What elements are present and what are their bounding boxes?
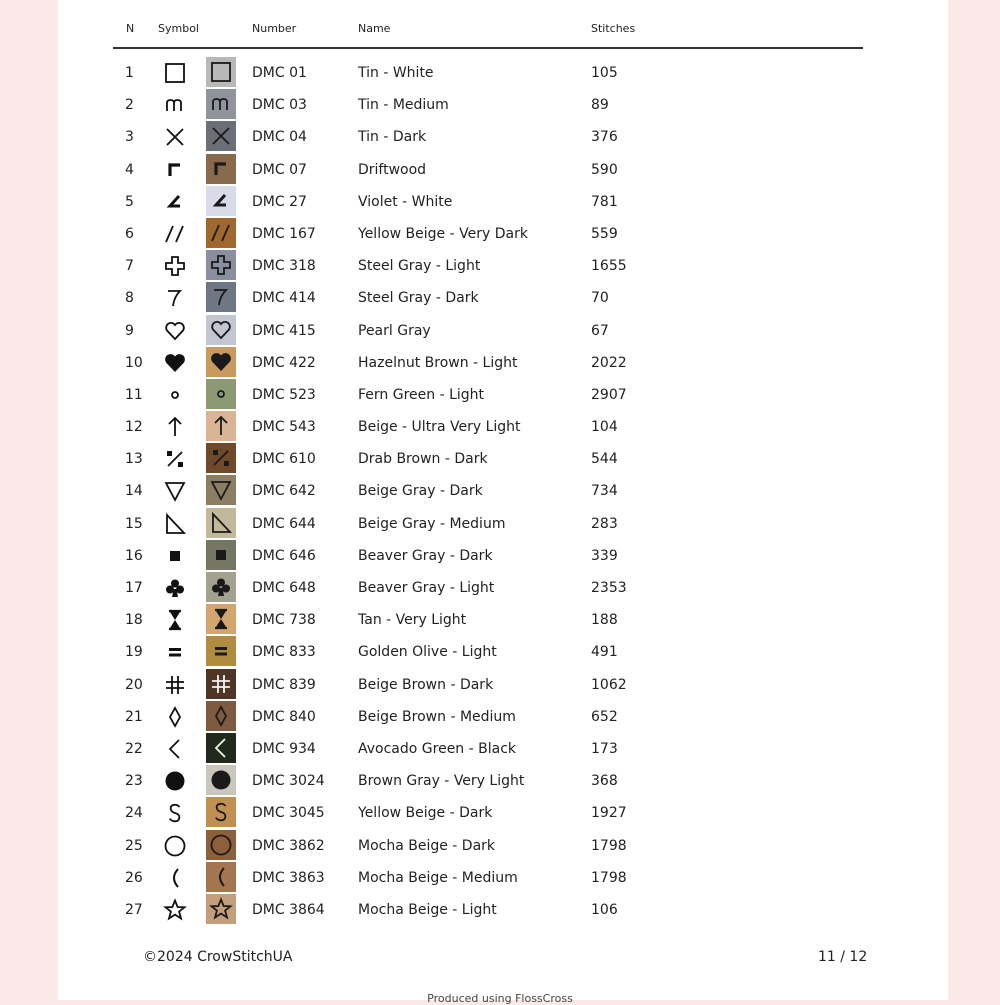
stitch-count: 491 — [591, 644, 618, 661]
stitch-count: 104 — [591, 419, 618, 436]
table-row — [113, 443, 863, 475]
triangle-down-icon — [163, 479, 187, 503]
floss-name: Tin - White — [358, 65, 434, 81]
floss-number: DMC 738 — [252, 612, 316, 629]
floss-number: DMC 3864 — [252, 901, 325, 918]
right-triangle-icon — [163, 512, 187, 536]
chevron-left-icon — [209, 736, 233, 760]
equals-icon — [209, 639, 233, 663]
color-swatch — [206, 765, 236, 795]
row-number: 2 — [125, 97, 134, 114]
header-stitches: Stitches — [591, 22, 636, 35]
filled-circle-icon — [163, 769, 187, 793]
small-circle-icon — [209, 382, 233, 406]
row-number: 15 — [125, 515, 143, 532]
table-row — [113, 218, 863, 250]
floss-number: DMC 167 — [252, 225, 316, 242]
color-swatch — [206, 830, 236, 860]
diamond-outline-icon — [163, 705, 187, 729]
stitch-count: 173 — [591, 740, 618, 757]
floss-name: Avocado Green - Black — [358, 740, 517, 757]
page-number: 11 / 12 — [818, 949, 868, 965]
row-number: 24 — [125, 805, 143, 822]
table-row — [113, 636, 863, 668]
diamond-outline-icon — [209, 704, 233, 728]
stitch-count: 339 — [591, 547, 618, 564]
crescent-icon — [163, 866, 187, 890]
stitch-count: 106 — [591, 901, 618, 918]
row-number: 23 — [125, 773, 143, 790]
color-swatch — [206, 89, 236, 119]
corner-mark-icon — [209, 157, 233, 181]
stitch-count: 781 — [591, 193, 618, 210]
floss-name: Beige Gray - Medium — [358, 515, 506, 532]
row-number: 1 — [125, 65, 134, 81]
table-row — [113, 572, 863, 604]
stitch-count: 2353 — [591, 580, 627, 596]
stitch-count: 283 — [591, 515, 618, 532]
floss-number: DMC 27 — [252, 193, 307, 210]
floss-number: DMC 414 — [252, 290, 316, 307]
cross-outline-icon — [209, 253, 233, 277]
table-row — [113, 57, 863, 89]
floss-name: Mocha Beige - Medium — [358, 869, 518, 886]
floss-name: Mocha Beige - Light — [358, 901, 497, 918]
square-outline-icon — [163, 61, 187, 85]
floss-number: DMC 840 — [252, 708, 316, 725]
chevron-left-icon — [163, 737, 187, 761]
floss-name: Beige Brown - Medium — [358, 708, 516, 725]
table-row — [113, 121, 863, 153]
x-cross-icon — [209, 124, 233, 148]
floss-number: DMC 833 — [252, 644, 316, 661]
small-circle-icon — [163, 383, 187, 407]
row-number: 26 — [125, 869, 143, 886]
stitch-count: 652 — [591, 708, 618, 725]
floss-number: DMC 3045 — [252, 805, 325, 822]
color-swatch — [206, 121, 236, 151]
document-page — [58, 0, 948, 1000]
row-number: 19 — [125, 644, 143, 661]
table-row — [113, 765, 863, 797]
color-swatch — [206, 733, 236, 763]
copyright: ©2024 CrowStitchUA — [143, 949, 293, 965]
stitch-count: 559 — [591, 225, 618, 242]
floss-name: Tin - Medium — [358, 97, 449, 114]
table-row — [113, 540, 863, 572]
arrow-up-icon — [209, 414, 233, 438]
table-row — [113, 604, 863, 636]
table-row — [113, 89, 863, 121]
table-row — [113, 894, 863, 926]
row-number: 12 — [125, 419, 143, 436]
row-number: 13 — [125, 451, 143, 468]
row-number: 27 — [125, 901, 143, 918]
double-slash-icon — [209, 221, 233, 245]
table-row — [113, 862, 863, 894]
table-header — [113, 0, 863, 49]
floss-name: Mocha Beige - Dark — [358, 837, 496, 854]
floss-number: DMC 610 — [252, 451, 316, 468]
row-number: 7 — [125, 258, 134, 275]
header-name: Name — [358, 22, 391, 35]
color-swatch — [206, 379, 236, 409]
floss-name: Yellow Beige - Very Dark — [358, 225, 528, 242]
floss-name: Violet - White — [358, 193, 453, 210]
floss-name: Brown Gray - Very Light — [358, 773, 525, 790]
table-row — [113, 701, 863, 733]
stitch-count: 2022 — [591, 354, 627, 371]
stitch-count: 70 — [591, 290, 609, 307]
table-row — [113, 797, 863, 829]
corner-mark-icon — [163, 158, 187, 182]
table-row — [113, 733, 863, 765]
stitch-count: 368 — [591, 773, 618, 790]
row-number: 5 — [125, 193, 134, 210]
floss-number: DMC 934 — [252, 740, 316, 757]
seven-glyph-icon — [209, 285, 233, 309]
circle-outline-icon — [163, 834, 187, 858]
table-row — [113, 315, 863, 347]
double-slash-icon — [163, 222, 187, 246]
table-row — [113, 411, 863, 443]
color-swatch — [206, 282, 236, 312]
table-row — [113, 669, 863, 701]
header-number: Number — [252, 22, 297, 35]
square-outline-icon — [209, 60, 233, 84]
m-glyph-icon — [209, 92, 233, 116]
heart-filled-icon — [163, 351, 187, 375]
color-swatch — [206, 862, 236, 892]
floss-number: DMC 543 — [252, 419, 316, 436]
m-glyph-icon — [163, 93, 187, 117]
floss-name: Pearl Gray — [358, 322, 431, 339]
floss-number: DMC 3863 — [252, 869, 325, 886]
floss-number: DMC 642 — [252, 483, 316, 500]
color-swatch — [206, 347, 236, 377]
floss-name: Beaver Gray - Light — [358, 580, 495, 596]
stitch-count: 188 — [591, 612, 618, 629]
stitch-count: 1062 — [591, 676, 627, 693]
color-swatch — [206, 540, 236, 570]
star-outline-icon — [209, 897, 233, 921]
angle-mark-icon — [163, 190, 187, 214]
floss-name: Steel Gray - Dark — [358, 290, 479, 307]
floss-name: Golden Olive - Light — [358, 644, 497, 661]
hash-icon — [163, 673, 187, 697]
floss-number: DMC 03 — [252, 97, 307, 114]
percent-icon — [209, 446, 233, 470]
floss-number: DMC 3024 — [252, 773, 325, 790]
floss-name: Beige - Ultra Very Light — [358, 419, 521, 436]
color-swatch — [206, 636, 236, 666]
hash-icon — [209, 672, 233, 696]
color-swatch — [206, 669, 236, 699]
floss-name: Driftwood — [358, 161, 427, 178]
color-swatch — [206, 218, 236, 248]
row-number: 3 — [125, 129, 134, 146]
triangle-down-icon — [209, 478, 233, 502]
color-swatch — [206, 443, 236, 473]
floss-name: Tin - Dark — [358, 129, 427, 146]
floss-name: Fern Green - Light — [358, 386, 485, 403]
floss-number: DMC 04 — [252, 129, 307, 146]
filled-circle-icon — [209, 768, 233, 792]
table-row — [113, 186, 863, 218]
row-number: 8 — [125, 290, 134, 307]
color-swatch — [206, 250, 236, 280]
floss-name: Beige Brown - Dark — [358, 676, 494, 693]
table-row — [113, 475, 863, 507]
floss-number: DMC 07 — [252, 161, 307, 178]
equals-icon — [163, 640, 187, 664]
row-number: 22 — [125, 740, 143, 757]
floss-number: DMC 318 — [252, 258, 316, 275]
color-swatch — [206, 57, 236, 87]
table-row — [113, 347, 863, 379]
heart-outline-icon — [209, 318, 233, 342]
floss-number: DMC 839 — [252, 676, 316, 693]
s-glyph-icon — [209, 800, 233, 824]
star-outline-icon — [163, 898, 187, 922]
floss-number: DMC 523 — [252, 386, 316, 403]
right-triangle-icon — [209, 511, 233, 535]
floss-name: Steel Gray - Light — [358, 258, 481, 275]
row-number: 6 — [125, 225, 134, 242]
floss-name: Beaver Gray - Dark — [358, 547, 493, 564]
table-row — [113, 250, 863, 282]
row-number: 9 — [125, 322, 134, 339]
stitch-count: 590 — [591, 161, 618, 178]
table-row — [113, 379, 863, 411]
floss-number: DMC 644 — [252, 515, 316, 532]
color-swatch — [206, 475, 236, 505]
produced-note: Produced using FlossCross — [427, 992, 573, 1005]
floss-number: DMC 422 — [252, 354, 316, 371]
color-swatch — [206, 572, 236, 602]
row-number: 17 — [125, 580, 143, 596]
small-square-icon — [163, 544, 187, 568]
row-number: 10 — [125, 354, 143, 371]
floss-number: DMC 648 — [252, 580, 316, 596]
color-swatch — [206, 154, 236, 184]
row-number: 14 — [125, 483, 143, 500]
row-number: 21 — [125, 708, 143, 725]
header-n: N — [126, 22, 135, 35]
hourglass-icon — [163, 608, 187, 632]
small-square-icon — [209, 543, 233, 567]
floss-name: Tan - Very Light — [358, 612, 467, 629]
color-swatch — [206, 701, 236, 731]
circle-outline-icon — [209, 833, 233, 857]
club-icon — [163, 576, 187, 600]
x-cross-icon — [163, 125, 187, 149]
crescent-icon — [209, 865, 233, 889]
floss-name: Beige Gray - Dark — [358, 483, 483, 500]
s-glyph-icon — [163, 801, 187, 825]
row-number: 18 — [125, 612, 143, 629]
row-number: 4 — [125, 161, 134, 178]
floss-name: Hazelnut Brown - Light — [358, 354, 518, 371]
floss-name: Yellow Beige - Dark — [358, 805, 493, 822]
cross-outline-icon — [163, 254, 187, 278]
floss-number: DMC 3862 — [252, 837, 325, 854]
heart-outline-icon — [163, 319, 187, 343]
stitch-count: 105 — [591, 65, 618, 81]
table-row — [113, 830, 863, 862]
floss-number: DMC 646 — [252, 547, 316, 564]
row-number: 16 — [125, 547, 143, 564]
color-swatch — [206, 894, 236, 924]
table-row — [113, 508, 863, 540]
color-swatch — [206, 315, 236, 345]
table-row — [113, 154, 863, 186]
floss-table — [113, 57, 863, 926]
color-swatch — [206, 508, 236, 538]
percent-icon — [163, 447, 187, 471]
color-swatch — [206, 604, 236, 634]
heart-filled-icon — [209, 350, 233, 374]
stitch-count: 544 — [591, 451, 618, 468]
arrow-up-icon — [163, 415, 187, 439]
floss-number: DMC 415 — [252, 322, 316, 339]
color-swatch — [206, 411, 236, 441]
seven-glyph-icon — [163, 286, 187, 310]
angle-mark-icon — [209, 189, 233, 213]
color-swatch — [206, 797, 236, 827]
floss-number: DMC 01 — [252, 65, 307, 81]
stitch-count: 1798 — [591, 837, 627, 854]
row-number: 11 — [125, 386, 143, 403]
header-symbol: Symbol — [158, 22, 199, 35]
stitch-count: 89 — [591, 97, 609, 114]
stitch-count: 67 — [591, 322, 609, 339]
stitch-count: 1655 — [591, 258, 627, 275]
club-icon — [209, 575, 233, 599]
color-swatch — [206, 186, 236, 216]
hourglass-icon — [209, 607, 233, 631]
stitch-count: 376 — [591, 129, 618, 146]
stitch-count: 734 — [591, 483, 618, 500]
floss-name: Drab Brown - Dark — [358, 451, 488, 468]
table-row — [113, 282, 863, 314]
row-number: 25 — [125, 837, 143, 854]
row-number: 20 — [125, 676, 143, 693]
stitch-count: 1798 — [591, 869, 627, 886]
stitch-count: 2907 — [591, 386, 627, 403]
stitch-count: 1927 — [591, 805, 627, 822]
